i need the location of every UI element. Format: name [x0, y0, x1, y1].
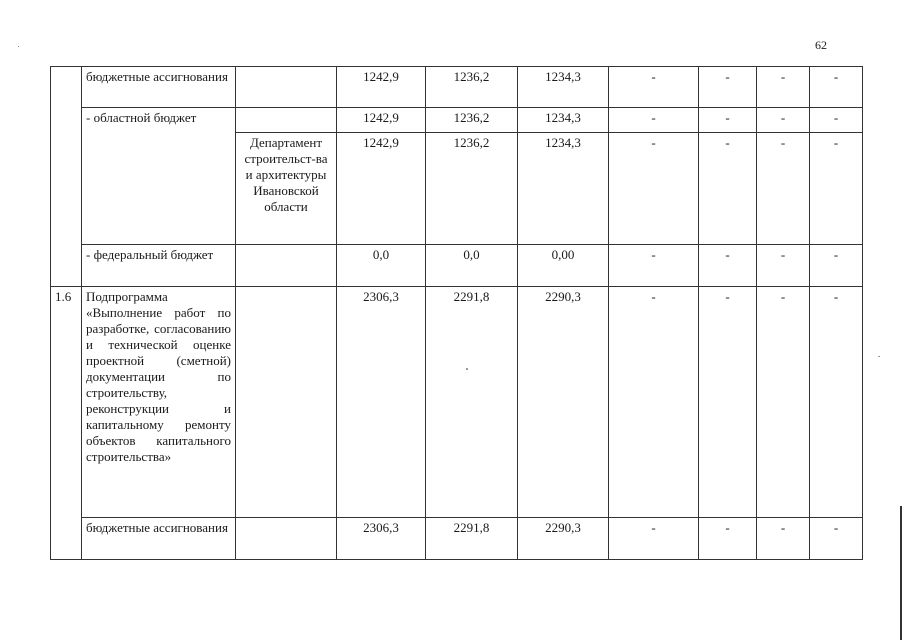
executor-cell: [236, 518, 337, 560]
dash-cell: -: [757, 518, 810, 560]
value-cell-year1: 1242,9: [337, 67, 426, 108]
executor-cell: Департамент строительст-ва и архитектуры Ивановской области: [236, 133, 337, 245]
table-row: [51, 518, 863, 560]
value-cell-year1: 2306,3: [337, 518, 426, 560]
scan-speck: [878, 356, 880, 357]
dash-cell: -: [810, 133, 863, 245]
dash-cell: -: [699, 287, 757, 518]
scan-speck: [466, 368, 468, 370]
value-cell-year2: 1236,2: [426, 67, 518, 108]
value-cell-year1: 0,0: [337, 245, 426, 287]
executor-cell: [236, 67, 337, 108]
row-number-cell: [51, 67, 82, 287]
value-cell-year2: 2291,8: [426, 287, 518, 518]
value-cell-year2: 2291,8: [426, 518, 518, 560]
value-cell-year3: 1234,3: [518, 108, 609, 133]
value-cell-year3: 2290,3: [518, 287, 609, 518]
value-cell-year3: 0,00: [518, 245, 609, 287]
dash-cell: -: [699, 133, 757, 245]
page-number: 62: [815, 38, 827, 52]
row-name-cell: - областной бюджет: [82, 108, 236, 245]
dash-cell: -: [757, 108, 810, 133]
value-cell-year3: 1234,3: [518, 67, 609, 108]
dash-cell: -: [757, 67, 810, 108]
executor-cell: [236, 287, 337, 518]
table-row: [51, 245, 863, 287]
budget-table: [50, 66, 863, 560]
value-cell-year3: 2290,3: [518, 518, 609, 560]
dash-cell: -: [810, 67, 863, 108]
row-name-cell: - федеральный бюджет: [82, 245, 236, 287]
value-cell-year2: 0,0: [426, 245, 518, 287]
value-cell-year1: 1242,9: [337, 108, 426, 133]
row-name-cell: бюджетные ассигнования: [82, 518, 236, 560]
row-name-cell: бюджетные ассигнования: [82, 67, 236, 108]
dash-cell: -: [810, 108, 863, 133]
executor-cell: [236, 108, 337, 133]
dash-cell: -: [699, 108, 757, 133]
table-row: [51, 108, 863, 133]
dash-cell: -: [810, 287, 863, 518]
value-cell-year3: 1234,3: [518, 133, 609, 245]
scan-edge-line: [900, 506, 902, 640]
dash-cell: -: [810, 245, 863, 287]
dash-cell: -: [699, 245, 757, 287]
dash-cell: -: [609, 133, 699, 245]
executor-cell: [236, 245, 337, 287]
dash-cell: -: [609, 287, 699, 518]
row-number-cell: 1.6: [51, 287, 82, 560]
dash-cell: -: [757, 133, 810, 245]
dash-cell: -: [609, 518, 699, 560]
dash-cell: -: [757, 287, 810, 518]
dash-cell: -: [609, 245, 699, 287]
dash-cell: -: [699, 518, 757, 560]
dash-cell: -: [609, 67, 699, 108]
scan-speck: [18, 46, 19, 47]
row-name-cell: Подпрограмма «Выполнение работ по разработке, согласованию и технической оценке проектной (сметной) документации по строительству, реконструкции и капитальному ремонту объектов капитального строительства»: [82, 287, 236, 518]
value-cell-year2: 1236,2: [426, 133, 518, 245]
dash-cell: -: [810, 518, 863, 560]
value-cell-year1: 2306,3: [337, 287, 426, 518]
dash-cell: -: [609, 108, 699, 133]
value-cell-year1: 1242,9: [337, 133, 426, 245]
table-row: [51, 287, 863, 518]
table-row: [51, 67, 863, 108]
dash-cell: -: [699, 67, 757, 108]
dash-cell: -: [757, 245, 810, 287]
value-cell-year2: 1236,2: [426, 108, 518, 133]
